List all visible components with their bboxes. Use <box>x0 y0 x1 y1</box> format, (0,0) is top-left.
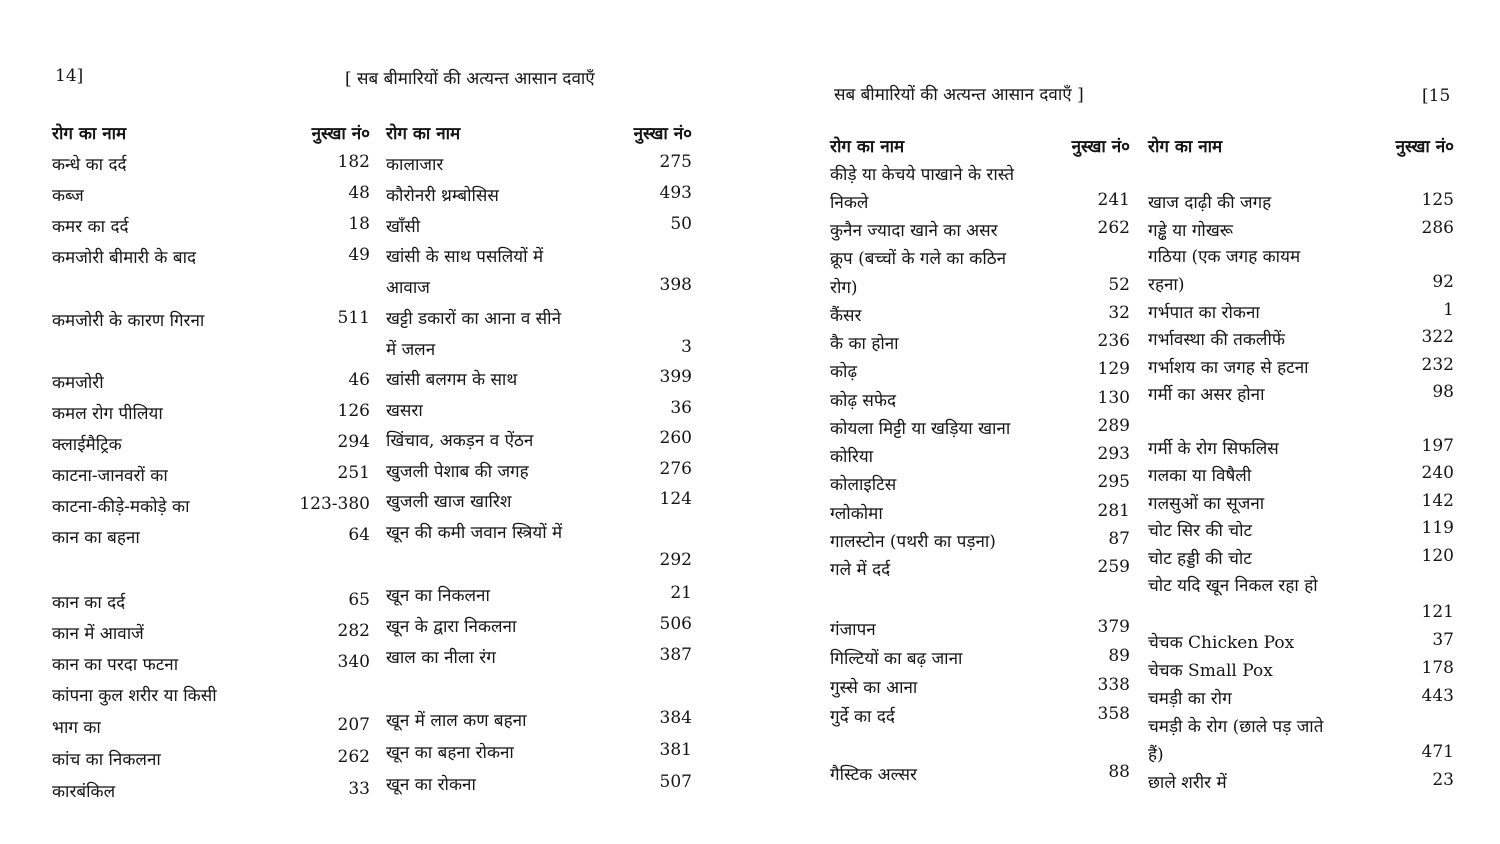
disease-name: गर्भपात का रोकना <box>1148 303 1260 323</box>
disease-name: खून का बहना रोकना <box>386 743 514 763</box>
recipe-number: 182 <box>337 152 370 172</box>
disease-name: कोरिया <box>830 447 874 467</box>
page-number: [15 <box>1422 86 1451 106</box>
disease-name: गर्भावस्था की तकलीफें <box>1148 330 1285 350</box>
recipe-number: 126 <box>337 401 370 421</box>
recipe-number: 232 <box>1421 355 1454 375</box>
disease-name: खाल का नीला रंग <box>386 648 496 668</box>
disease-name: कोढ़ <box>830 362 858 382</box>
recipe-number: 281 <box>1097 501 1130 521</box>
recipe-number: 471 <box>1421 742 1454 762</box>
disease-name: खून में लाल कण बहना <box>386 711 527 731</box>
disease-name: कान का बहना <box>52 528 140 548</box>
disease-name: रोग) <box>830 278 858 298</box>
recipe-number: 262 <box>1097 218 1130 238</box>
recipe-number: 276 <box>659 459 692 479</box>
column-header <box>386 121 692 145</box>
left-page <box>0 0 740 844</box>
header-disease-name: रोग का नाम <box>386 124 461 144</box>
disease-name: कै का होना <box>830 334 899 354</box>
disease-name: ग्लोकोमा <box>830 504 883 524</box>
recipe-number: 236 <box>1097 331 1130 351</box>
disease-name: कोयला मिट्टी या खड़िया खाना <box>830 419 1011 439</box>
recipe-number: 129 <box>1097 359 1130 379</box>
recipe-number: 384 <box>659 708 692 728</box>
recipe-number: 18 <box>348 214 370 234</box>
header-disease-name: रोग का नाम <box>830 137 905 157</box>
recipe-number: 98 <box>1432 382 1454 402</box>
disease-name: काटना-जानवरों का <box>52 466 168 486</box>
recipe-number: 506 <box>659 614 692 634</box>
recipe-number: 50 <box>670 214 692 234</box>
disease-name: गलसुओं का सूजना <box>1148 494 1265 514</box>
disease-name: निकले <box>830 193 869 213</box>
disease-name: गर्मी का असर होना <box>1148 385 1265 405</box>
disease-name: गुस्से का आना <box>830 678 918 698</box>
disease-name: कमजोरी <box>52 373 104 393</box>
right-page <box>760 0 1500 844</box>
disease-name: गड्ढे या गोखरू <box>1148 221 1233 241</box>
recipe-number: 511 <box>337 308 370 328</box>
recipe-number: 3 <box>681 337 692 357</box>
header-recipe-number: नुस्खा नं० <box>633 124 692 144</box>
recipe-number: 178 <box>1421 658 1454 678</box>
recipe-number: 119 <box>1421 518 1454 538</box>
disease-name: छाले शरीर में <box>1148 773 1227 793</box>
disease-name: गर्मी के रोग सिफलिस <box>1148 439 1279 459</box>
header-recipe-number: नुस्खा नं० <box>1395 137 1454 157</box>
recipe-number: 443 <box>1421 686 1454 706</box>
recipe-number: 121 <box>1421 602 1454 622</box>
disease-name: गर्भाशय का जगह से हटना <box>1148 358 1309 378</box>
disease-name: कमजोरी बीमारी के बाद <box>52 248 197 268</box>
recipe-number: 381 <box>659 740 692 760</box>
recipe-number: 493 <box>659 183 692 203</box>
recipe-number: 398 <box>659 275 692 295</box>
recipe-number: 36 <box>670 398 692 418</box>
disease-name: चमड़ी के रोग (छाले पड़ जाते <box>1148 717 1324 737</box>
disease-name: कान में आवाजें <box>52 624 144 644</box>
column-header <box>830 134 1130 158</box>
recipe-number: 262 <box>337 747 370 767</box>
recipe-number: 52 <box>1108 275 1130 295</box>
recipe-number: 275 <box>659 152 692 172</box>
recipe-number: 340 <box>337 652 370 672</box>
disease-name: कांपना कुल शरीर या किसी <box>52 686 217 706</box>
disease-name: खट्टी डकारों का आना व सीने <box>386 309 562 329</box>
header-recipe-number: नुस्खा नं० <box>1071 137 1130 157</box>
recipe-number: 130 <box>1097 388 1130 408</box>
disease-name: गलका या विषैली <box>1148 466 1252 486</box>
disease-name: गंजापन <box>830 620 876 640</box>
recipe-number: 294 <box>337 432 370 452</box>
disease-name: कारबंकिल <box>52 782 116 802</box>
recipe-number: 293 <box>1097 444 1130 464</box>
disease-name: काटना-कीड़े-मकोड़े का <box>52 497 190 517</box>
disease-name: रहना) <box>1148 275 1185 295</box>
recipe-number: 399 <box>659 367 692 387</box>
recipe-number: 46 <box>348 370 370 390</box>
disease-name: खून का रोकना <box>386 775 476 795</box>
disease-name: क्लाईमैट्रिक <box>52 435 122 455</box>
disease-name: कमर का दर्द <box>52 217 129 237</box>
disease-name: खिंचाव, अकड़न व ऐंठन <box>386 431 534 451</box>
recipe-number: 142 <box>1421 491 1454 511</box>
column-header <box>1148 134 1454 158</box>
disease-name: चोट हड्डी की चोट <box>1148 549 1252 569</box>
disease-name: कीड़े या केचये पाखाने के रास्ते <box>830 165 1015 185</box>
disease-name: खांसी के साथ पसलियों में <box>386 247 544 267</box>
disease-name: कुनैन ज्यादा खाने का असर <box>830 221 998 241</box>
recipe-number: 21 <box>670 583 692 603</box>
disease-name: कौरोनरी थ्रम्बोसिस <box>386 186 499 206</box>
disease-name: खून का निकलना <box>386 586 490 606</box>
disease-name: गिल्टियों का बढ़ जाना <box>830 649 963 669</box>
disease-name: खसरा <box>386 401 423 421</box>
recipe-number: 87 <box>1108 529 1130 549</box>
recipe-number: 1 <box>1443 300 1454 320</box>
recipe-number: 292 <box>659 550 692 570</box>
disease-name: कोलाइटिस <box>830 475 897 495</box>
disease-name: खुजली खाज खारिश <box>386 492 512 512</box>
recipe-number: 89 <box>1108 646 1130 666</box>
recipe-number: 260 <box>659 428 692 448</box>
disease-name: भाग का <box>52 718 101 738</box>
running-head: सब बीमारियों की अत्यन्त आसान दवाएँ ] <box>834 85 1084 105</box>
page-number: 14] <box>55 66 84 86</box>
disease-name: कालाजार <box>386 155 444 175</box>
running-head: [ सब बीमारियों की अत्यन्त आसान दवाएँ <box>345 69 595 89</box>
disease-name: कन्धे का दर्द <box>52 155 127 175</box>
disease-name: गालस्टोन (पथरी का पड़ना) <box>830 532 996 552</box>
recipe-number: 358 <box>1097 704 1130 724</box>
recipe-number: 507 <box>659 772 692 792</box>
column-header <box>52 121 370 145</box>
disease-name: खून के द्वारा निकलना <box>386 617 517 637</box>
recipe-number: 65 <box>348 590 370 610</box>
disease-name: हैं) <box>1148 745 1164 765</box>
disease-name: चेचक Small Pox <box>1148 661 1273 681</box>
recipe-number: 259 <box>1097 557 1130 577</box>
recipe-number: 92 <box>1432 272 1454 292</box>
recipe-number: 251 <box>337 463 370 483</box>
recipe-number: 23 <box>1432 770 1454 790</box>
recipe-number: 120 <box>1421 546 1454 566</box>
header-disease-name: रोग का नाम <box>52 124 127 144</box>
recipe-number: 207 <box>337 715 370 735</box>
recipe-number: 240 <box>1421 463 1454 483</box>
recipe-number: 49 <box>348 245 370 265</box>
disease-name: चमड़ी का रोग <box>1148 689 1232 709</box>
disease-name: गठिया (एक जगह कायम <box>1148 247 1301 267</box>
recipe-number: 64 <box>348 525 370 545</box>
disease-name: क्रूप (बच्चों के गले का कठिन <box>830 249 1007 269</box>
recipe-number: 32 <box>1108 303 1130 323</box>
disease-name: कमजोरी के कारण गिरना <box>52 311 205 331</box>
recipe-number: 338 <box>1097 675 1130 695</box>
recipe-number: 289 <box>1097 416 1130 436</box>
disease-name: कैंसर <box>830 306 862 326</box>
recipe-number: 387 <box>659 645 692 665</box>
disease-name: कान का परदा फटना <box>52 655 179 675</box>
header-recipe-number: नुस्खा नं० <box>311 124 370 144</box>
recipe-number: 241 <box>1097 190 1130 210</box>
recipe-number: 197 <box>1421 436 1454 456</box>
recipe-number: 37 <box>1432 630 1454 650</box>
recipe-number: 124 <box>659 489 692 509</box>
disease-name: खून की कमी जवान स्त्रियों में <box>386 523 563 543</box>
disease-name: चोट यदि खून निकल रहा हो <box>1148 576 1318 596</box>
header-disease-name: रोग का नाम <box>1148 137 1223 157</box>
disease-name: आवाज <box>386 278 430 298</box>
disease-name: गैस्टिक अल्सर <box>830 765 917 785</box>
disease-name: गले में दर्द <box>830 560 891 580</box>
recipe-number: 282 <box>337 621 370 641</box>
disease-name: कमल रोग पीलिया <box>52 404 163 424</box>
recipe-number: 295 <box>1097 472 1130 492</box>
recipe-number: 286 <box>1421 218 1454 238</box>
disease-name: चोट सिर की चोट <box>1148 521 1253 541</box>
recipe-number: 48 <box>348 183 370 203</box>
disease-name: कोढ़ सफेद <box>830 391 897 411</box>
disease-name: खांसी बलगम के साथ <box>386 370 518 390</box>
recipe-number: 33 <box>348 779 370 799</box>
disease-name: में जलन <box>386 340 436 360</box>
recipe-number: 88 <box>1108 762 1130 782</box>
recipe-number: 379 <box>1097 617 1130 637</box>
recipe-number: 123-380 <box>299 494 370 514</box>
disease-name: कान का दर्द <box>52 593 126 613</box>
disease-name: कांच का निकलना <box>52 750 161 770</box>
disease-name: चेचक Chicken Pox <box>1148 633 1295 653</box>
disease-name: कब्ज <box>52 186 84 206</box>
recipe-number: 322 <box>1421 327 1454 347</box>
disease-name: खुजली पेशाब की जगह <box>386 462 529 482</box>
recipe-number: 125 <box>1421 190 1454 210</box>
disease-name: खाज दाढ़ी की जगह <box>1148 193 1272 213</box>
disease-name: खाँसी <box>386 217 421 237</box>
disease-name: गुर्दे का दर्द <box>830 707 895 727</box>
